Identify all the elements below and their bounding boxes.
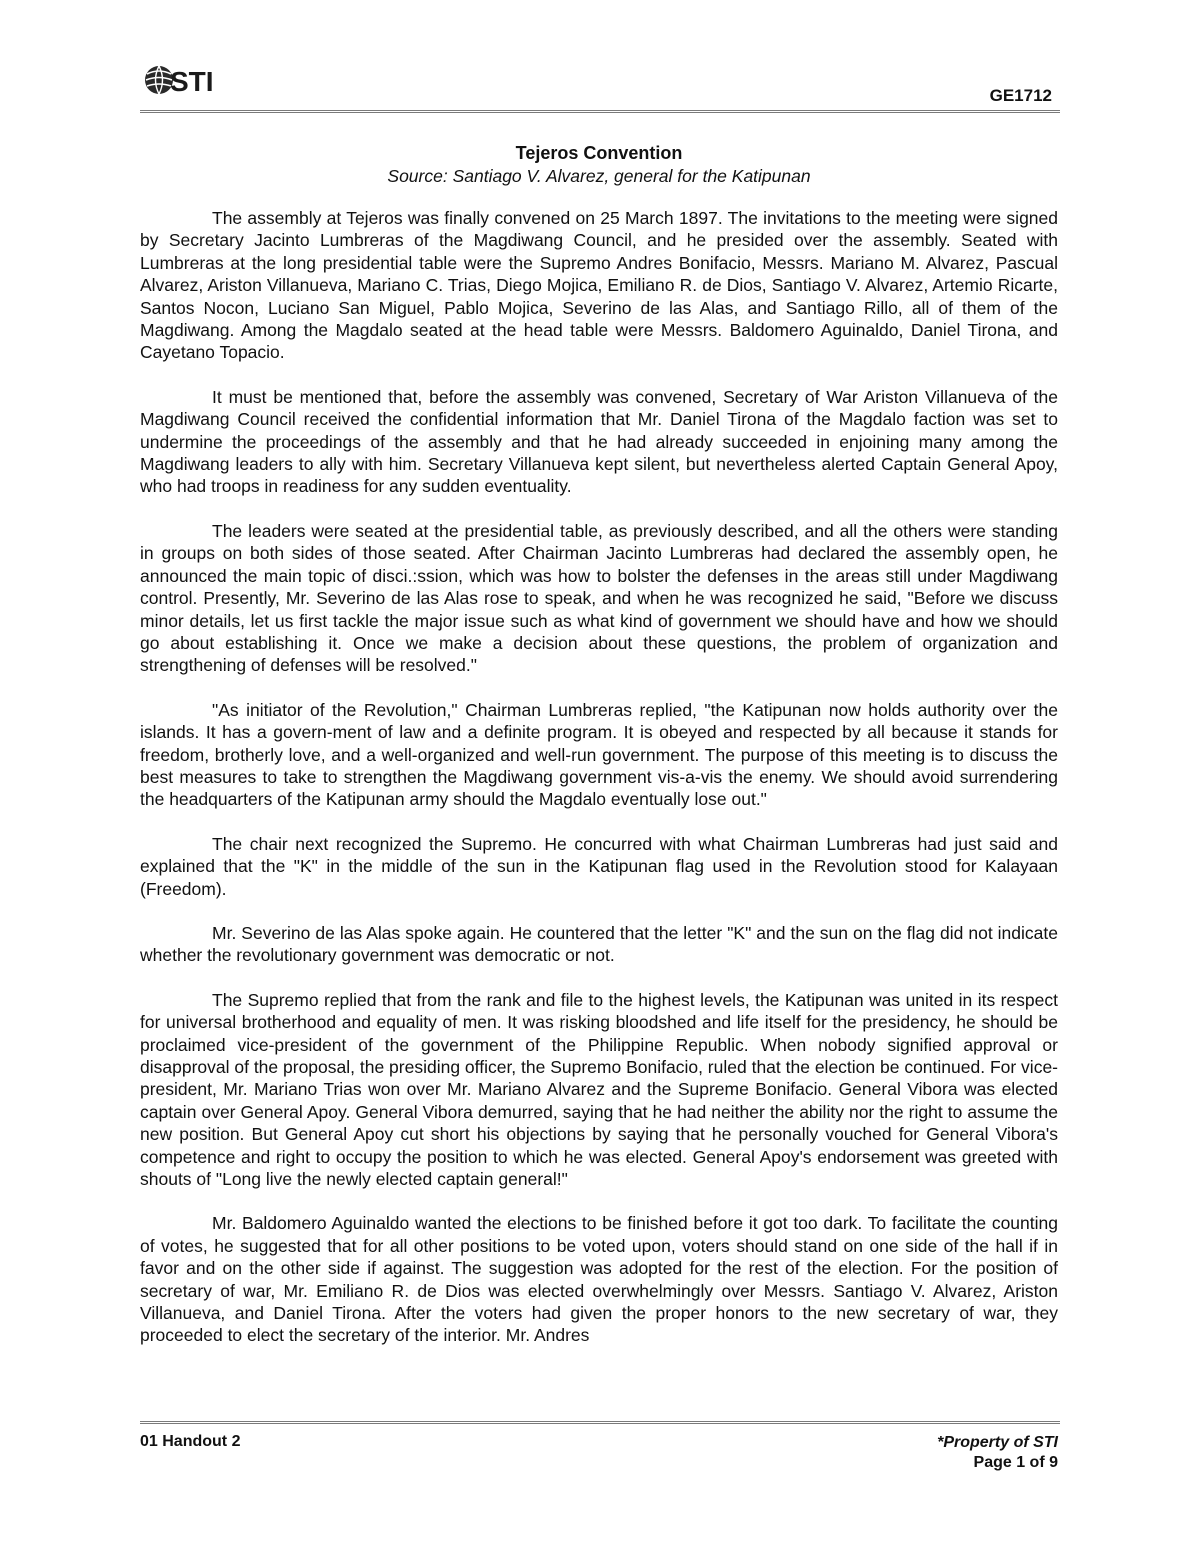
paragraph: The leaders were seated at the presidential table, as previously described, and all the others were standing in groups on both sides of those seated. After Chairman Jacinto Lumbreras had declared the assembly open, he announced the main topic of disci.:ssion, which was how to bolster the defenses in the areas still under Magdiwang control. Presently, Mr. Severino de las Alas rose to speak, and when he was recognized he said, "Before we discuss minor details, let us first tackle the major issue such as what kind of government we should have and how we should go about establishing it. Once we make a decision about these questions, the problem of organization and strengthening of defenses will be resolved." xyxy=(140,520,1058,676)
svg-text:STI: STI xyxy=(170,66,214,97)
header-rule xyxy=(140,110,1060,113)
paragraph: The Supremo replied that from the rank and file to the highest levels, the Katipunan was united in its respect for universal brotherhood and equality of men. It was risking bloodshed and life itself for the presidency, he should be proclaimed vice-president of the government of the Philippine Republic. When nobody signified approval or disapproval of the proposal, the presiding officer, the Supremo Bonifacio, ruled that the election be continued. For vice-president, Mr. Mariano Trias won over Mr. Mariano Alvarez and the Supreme Bonifacio. General Vibora was elected captain over General Apoy. General Vibora demurred, saying that he had neither the ability nor the right to assume the new position. But General Apoy cut short his objections by saying that he personally vouched for General Vibora's competence and right to occupy the position to which he was elected. General Apoy's endorsement was greeted with shouts of "Long live the newly elected captain general!" xyxy=(140,989,1059,1190)
page-number: Page 1 of 9 xyxy=(973,1454,1058,1471)
document-code: GE1712 xyxy=(989,86,1052,105)
paragraph: Mr. Severino de las Alas spoke again. He countered that the letter "K" and the sun on the flag did not indicate whether the revolutionary government was democratic or not. xyxy=(140,922,1058,966)
paragraph: It must be mentioned that, before the assembly was convened, Secretary of War Ariston Villanueva of the Magdiwang Council received the confidential information that Mr. Daniel Tirona of the Magdalo faction was set to undermine the proceedings of the assembly and that he had already succeeded in enjoining many among the Magdiwang leaders to ally with him. Secretary Villanueva kept silent, but nevertheless alerted Captain General Apoy, who had troops in readiness for any sudden eventuality. xyxy=(140,386,1058,497)
article xyxy=(140,142,1058,1347)
paragraph: The chair next recognized the Supremo. He concurred with what Chairman Lumbreras had just said and explained that the "K" in the middle of the sun in the Katipunan flag used in the Revolution stood for Kalayaan (Freedom). xyxy=(140,833,1058,899)
paragraph: "As initiator of the Revolution," Chairman Lumbreras replied, "the Katipunan now holds authority over the islands. It has a govern-ment of law and a definite program. It is obeyed and respected by all because it stands for freedom, brotherly love, and a well-organized and well-run government. The purpose of this meeting is to discuss the best measures to take to strengthen the Magdiwang government vis-a-vis the enemy. We should avoid surrendering the headquarters of the Katipunan army should the Magdalo eventually lose out." xyxy=(140,699,1058,810)
article-title: Tejeros Convention xyxy=(515,143,683,163)
paragraph: The assembly at Tejeros was finally convened on 25 March 1897. The invitations to the meeting were signed by Secretary Jacinto Lumbreras of the Magdiwang Council, and he presided over the assembly. Seated with Lumbreras at the long presidential table were the Supremo Andres Bonifacio, Messrs. Mariano M. Alvarez, Pascual Alvarez, Ariston Villanueva, Mariano C. Trias, Diego Mojica, Emiliano R. de Dios, Santiago V. Alvarez, Artemio Ricarte, Santos Nocon, Luciano San Miguel, Pablo Mojica, Severino de las Alas, and Santiago Rillo, all of them of the Magdiwang. Among the Magdalo seated at the head table were Messrs. Baldomero Aguinaldo, Daniel Tirona, and Cayetano Topacio. xyxy=(140,208,1058,363)
property-label: *Property of STI xyxy=(937,1434,1058,1451)
footer-rule xyxy=(140,1421,1060,1424)
globe-logo-icon xyxy=(142,58,228,100)
handout-label: 01 Handout 2 xyxy=(140,1433,241,1450)
sti-logo xyxy=(142,58,228,100)
article-source: Source: Santiago V. Alvarez, general for the Katipunan xyxy=(387,166,811,186)
footer-right xyxy=(937,1433,1058,1473)
paragraph: Mr. Baldomero Aguinaldo wanted the elections to be finished before it got too dark. To facilitate the counting of votes, he suggested that for all other positions to be voted upon, voters should stand on one side of the hall if in favor and on the other side if against. The suggestion was adopted for the rest of the election. For the position of secretary of war, Mr. Emiliano R. de Dios was elected overwhelmingly over Messrs. Santiago V. Alvarez, Ariston Villanueva, and Daniel Tirona. After the voters had given the proper honors to the new secretary of war, they proceeded to elect the secretary of the interior. Mr. Andres xyxy=(140,1213,1058,1346)
